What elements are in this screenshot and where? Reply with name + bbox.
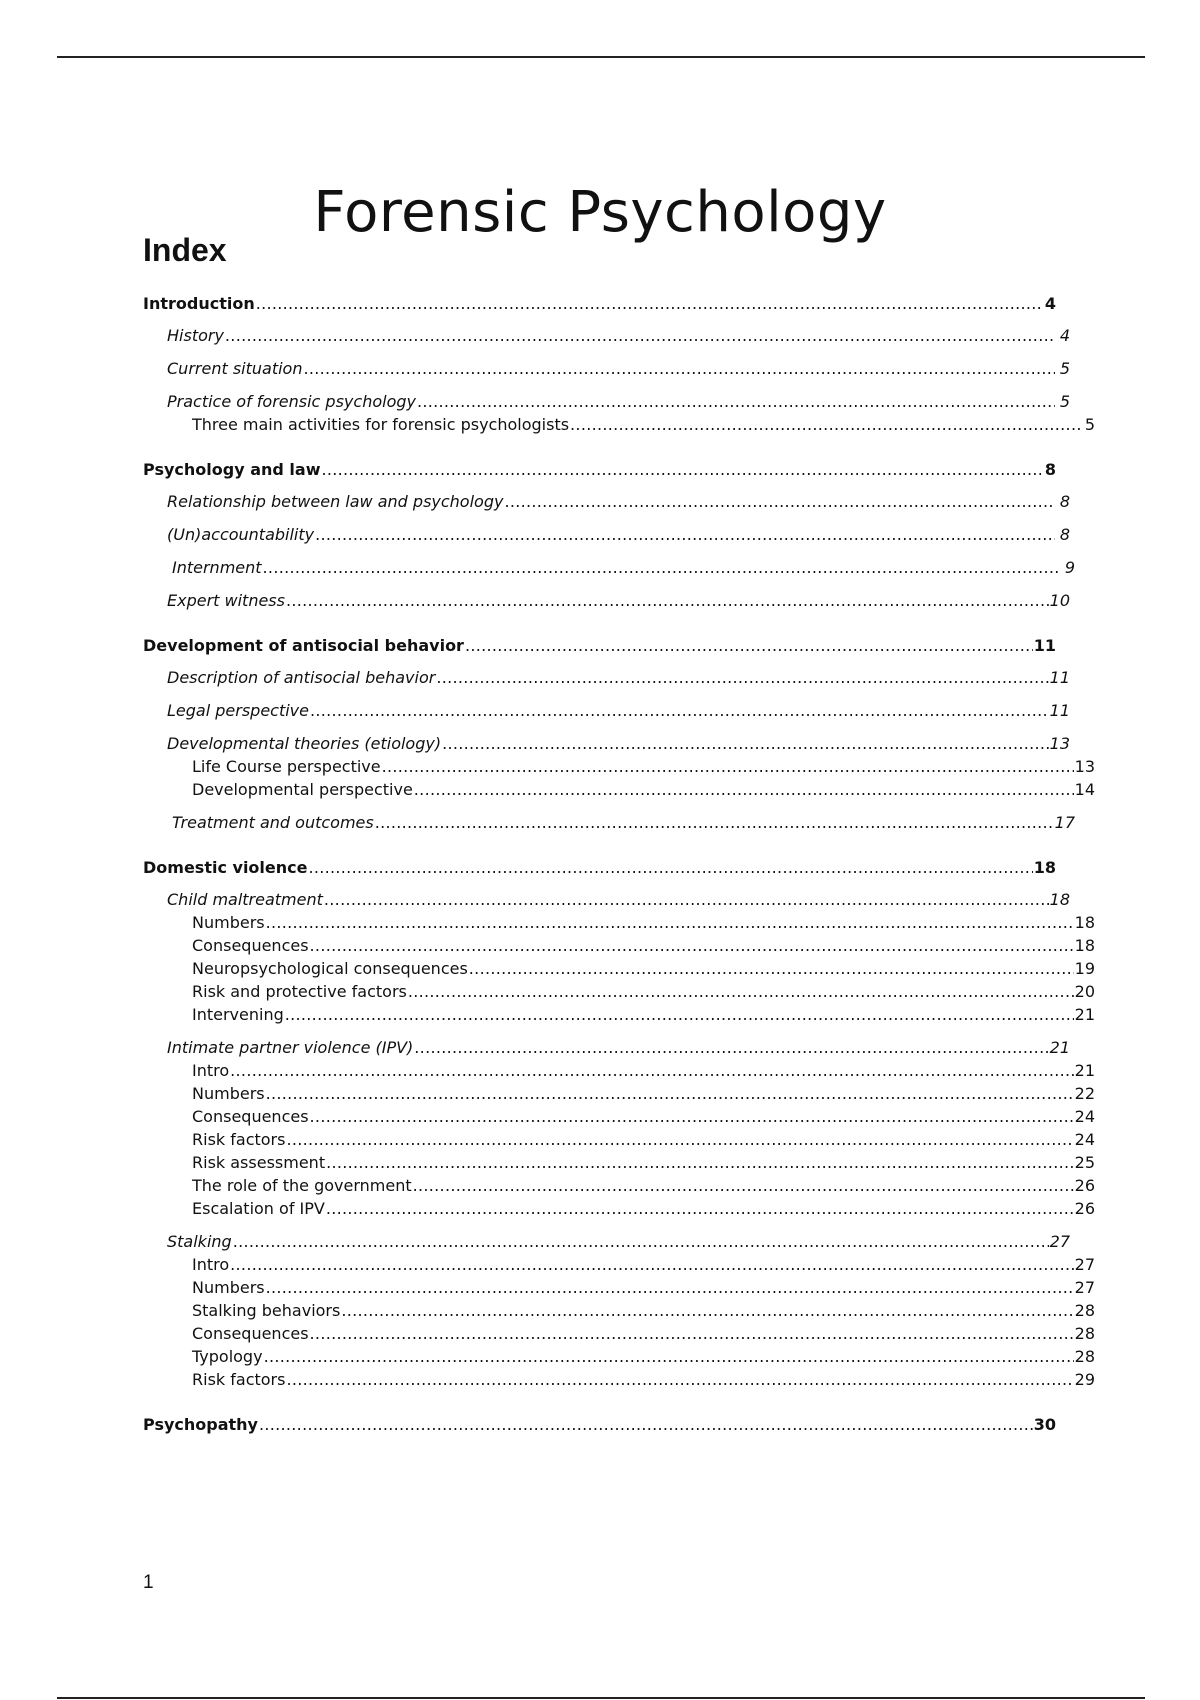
- toc-entry-unaccountability[interactable]: (Un)accountability ..... 8: [143, 525, 1070, 544]
- toc-entry-legal-perspective[interactable]: Legal perspective ..... 11: [143, 701, 1070, 720]
- toc-entry-treatment-and-outcomes[interactable]: Treatment and outcomes ..... 17: [143, 813, 1075, 832]
- toc-entry-psychopathy[interactable]: Psychopathy ..... 30: [143, 1415, 1056, 1434]
- header-rule: [57, 56, 1145, 58]
- toc-entry-psychology-and-law[interactable]: Psychology and law ..... 8: [143, 460, 1056, 479]
- toc-entry-history[interactable]: History ..... 4: [143, 326, 1070, 345]
- toc-entry-ipv-role-of-government[interactable]: The role of the government ..... 26: [143, 1176, 1095, 1195]
- toc-entry-stalking-behaviors[interactable]: Stalking behaviors ..... 28: [143, 1301, 1095, 1320]
- toc-entry-ipv-escalation[interactable]: Escalation of IPV ..... 26: [143, 1199, 1095, 1218]
- toc-entry-stalking[interactable]: Stalking ..... 27: [143, 1232, 1070, 1251]
- toc-entry-intimate-partner-violence[interactable]: Intimate partner violence (IPV) ..... 21: [143, 1038, 1070, 1057]
- document-title: Forensic Psychology: [313, 179, 887, 245]
- toc-entry-internment[interactable]: Internment ..... 9: [143, 558, 1075, 577]
- toc-entry-life-course-perspective[interactable]: Life Course perspective ..... 13: [143, 757, 1095, 776]
- toc-entry-ipv-risk-factors[interactable]: Risk factors ..... 24: [143, 1130, 1095, 1149]
- toc-entry-ipv-consequences[interactable]: Consequences ..... 24: [143, 1107, 1095, 1126]
- toc-entry-three-main-activities[interactable]: Three main activities for forensic psychologists ..... 5: [143, 415, 1095, 434]
- toc-entry-practice-of-forensic-psychology[interactable]: Practice of forensic psychology ..... 5: [143, 392, 1070, 411]
- toc-entry-relationship-law-psychology[interactable]: Relationship between law and psychology ..... 8: [143, 492, 1070, 511]
- toc-entry-stalking-intro[interactable]: Intro ..... 27: [143, 1255, 1095, 1274]
- toc-entry-introduction[interactable]: Introduction ..... 4: [143, 294, 1056, 313]
- toc-entry-cm-consequences[interactable]: Consequences ..... 18: [143, 936, 1095, 955]
- toc-entry-stalking-risk-factors[interactable]: Risk factors ..... 29: [143, 1370, 1095, 1389]
- toc-entry-ipv-numbers[interactable]: Numbers ..... 22: [143, 1084, 1095, 1103]
- toc-entry-ipv-intro[interactable]: Intro ..... 21: [143, 1061, 1095, 1080]
- toc-entry-stalking-typology[interactable]: Typology ..... 28: [143, 1347, 1095, 1366]
- table-of-contents: [143, 294, 1095, 1447]
- toc-entry-developmental-perspective[interactable]: Developmental perspective ..... 14: [143, 780, 1095, 799]
- toc-entry-domestic-violence[interactable]: Domestic violence ..... 18: [143, 858, 1056, 877]
- toc-entry-cm-numbers[interactable]: Numbers ..... 18: [143, 913, 1095, 932]
- toc-entry-ipv-risk-assessment[interactable]: Risk assessment ..... 25: [143, 1153, 1095, 1172]
- toc-entry-expert-witness[interactable]: Expert witness ..... 10: [143, 591, 1070, 610]
- toc-entry-cm-risk-protective-factors[interactable]: Risk and protective factors ..... 20: [143, 982, 1095, 1001]
- toc-entry-stalking-numbers[interactable]: Numbers ..... 27: [143, 1278, 1095, 1297]
- toc-entry-description-antisocial-behavior[interactable]: Description of antisocial behavior ..... 11: [143, 668, 1070, 687]
- toc-entry-stalking-consequences[interactable]: Consequences ..... 28: [143, 1324, 1095, 1343]
- page-number: 1: [143, 1572, 154, 1593]
- index-heading: Index: [143, 232, 227, 268]
- toc-entry-child-maltreatment[interactable]: Child maltreatment ..... 18: [143, 890, 1070, 909]
- toc-entry-developmental-theories[interactable]: Developmental theories (etiology) ..... 13: [143, 734, 1070, 753]
- toc-entry-current-situation[interactable]: Current situation ..... 5: [143, 359, 1070, 378]
- toc-entry-cm-intervening[interactable]: Intervening ..... 21: [143, 1005, 1095, 1024]
- toc-entry-cm-neuropsychological-consequences[interactable]: Neuropsychological consequences ..... 19: [143, 959, 1095, 978]
- toc-entry-development-antisocial-behavior[interactable]: Development of antisocial behavior ..... 11: [143, 636, 1056, 655]
- footer-rule: [57, 1697, 1145, 1699]
